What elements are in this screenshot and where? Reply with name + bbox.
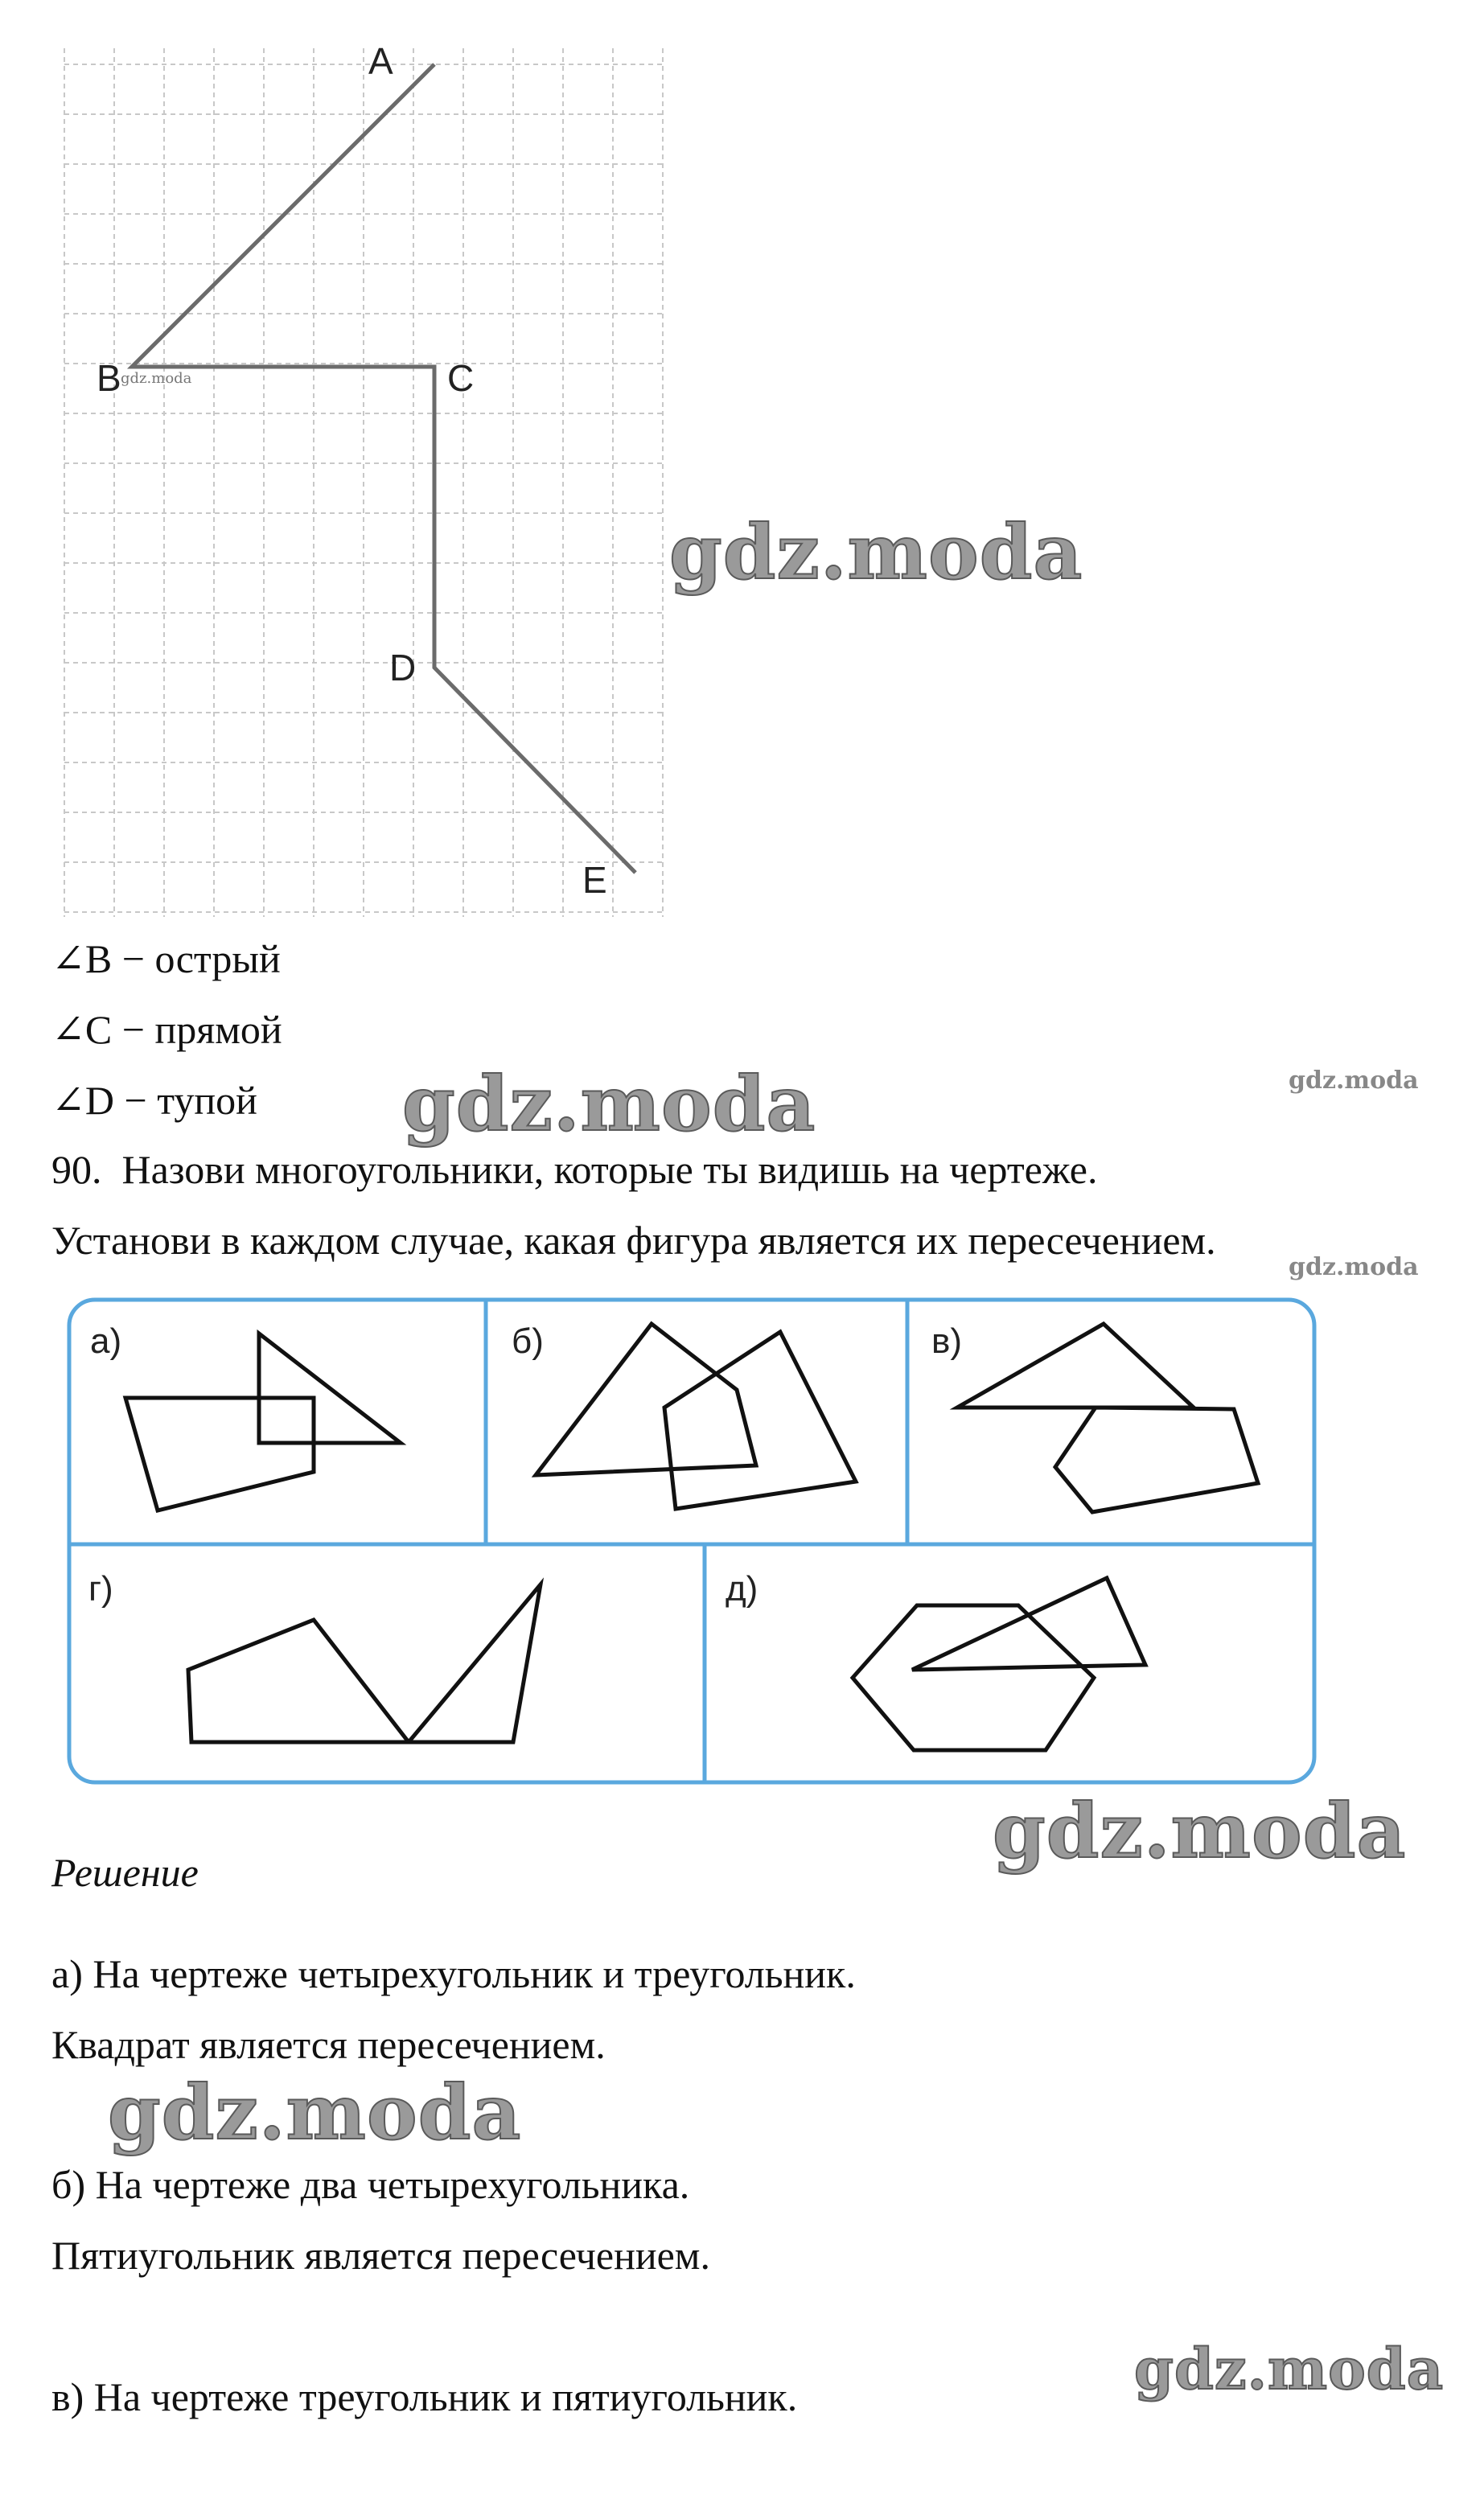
angle-line-c xyxy=(51,1005,282,1054)
angle-symbol: ∠ xyxy=(51,936,85,981)
solution-heading: Решение xyxy=(51,1850,199,1895)
point-label-e: E xyxy=(582,859,607,901)
watermark: gdz.moda xyxy=(1134,2336,1445,2402)
point-label-a: A xyxy=(368,40,393,82)
watermark-small: gdz.moda xyxy=(1289,1253,1419,1281)
angle-symbol: ∠ xyxy=(51,1007,85,1052)
point-label-b: B xyxy=(97,357,121,399)
solution-line: Квадрат является пересечением. xyxy=(51,2022,606,2067)
figure-v xyxy=(957,1324,1258,1512)
figure-b xyxy=(536,1324,856,1509)
inline-watermark: gdz.moda xyxy=(121,370,192,387)
grid xyxy=(64,48,663,917)
solution-line: а) На чертеже четырехугольник и треугольник. xyxy=(51,1951,856,1996)
figure-a xyxy=(125,1334,401,1510)
point-label-c: C xyxy=(447,357,475,399)
figure-label-b: б) xyxy=(512,1321,544,1361)
angle-symbol: ∠ xyxy=(51,1078,85,1123)
watermark-small: gdz.moda xyxy=(1289,1067,1419,1095)
figure-label-v: в) xyxy=(931,1321,963,1361)
task-line-1 xyxy=(51,1145,1097,1194)
angle-text: B − острый xyxy=(84,936,281,981)
polygons-figure xyxy=(0,1279,1484,1802)
solution-line: Пятиугольник является пересечением. xyxy=(51,2233,710,2278)
figure-label-d: д) xyxy=(726,1569,758,1609)
solution-line: в) На чертеже треугольник и пятиугольник. xyxy=(51,2374,798,2419)
task-number: 90. xyxy=(51,1147,102,1192)
broken-line-abcde xyxy=(132,64,635,873)
figure-frame xyxy=(69,1300,1314,1782)
solution-line: б) На чертеже два четырехугольника. xyxy=(51,2162,690,2207)
angle-text: D − тупой xyxy=(84,1078,257,1123)
angle-diagram xyxy=(0,0,724,933)
watermark: gdz.moda xyxy=(402,1060,816,1149)
watermark: gdz.moda xyxy=(108,2069,522,2157)
task-line-2: Установи в каждом случае, какая фигура является их пересечением. xyxy=(51,1218,1216,1263)
figure-label-a: а) xyxy=(90,1321,122,1361)
task-text: Назови многоугольники, которые ты видишь на чертеже. xyxy=(121,1147,1098,1192)
angle-line-d xyxy=(51,1076,257,1124)
figure-d xyxy=(853,1578,1145,1750)
figure-g xyxy=(188,1584,541,1742)
figure-label-g: г) xyxy=(88,1569,113,1609)
point-label-d: D xyxy=(389,647,417,688)
watermark: gdz.moda xyxy=(993,1787,1407,1876)
angle-line-b xyxy=(51,935,281,983)
watermark: gdz.moda xyxy=(669,508,1083,597)
angle-text: C − прямой xyxy=(84,1007,282,1052)
